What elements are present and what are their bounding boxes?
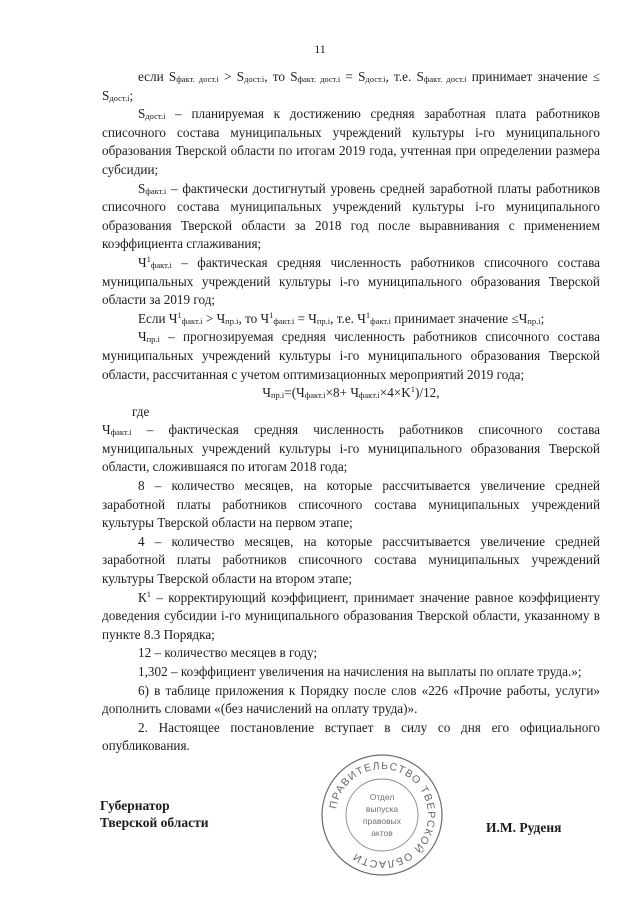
text-run: – фактическая средняя численность работников списочного состава муниципальных учреждений культуры i-го муниципального образования Тверской области, сложившаяся по итогам 2018 года; (102, 422, 600, 475)
text-run: Ч (138, 254, 147, 270)
paragraph (102, 254, 600, 310)
text-run: > (202, 310, 217, 326)
subscript: дост.i (244, 74, 265, 84)
text-run: Ч (216, 310, 226, 326)
paragraph (102, 310, 600, 329)
text-run: S (290, 69, 298, 84)
paragraph (102, 477, 600, 533)
text-run: , то (238, 310, 261, 326)
document-body (102, 68, 600, 756)
text-run: если (138, 69, 169, 84)
subscript: факт.i (273, 315, 295, 326)
subscript: факт. дост.i (297, 74, 341, 84)
text-run: , т.е. (385, 69, 417, 84)
subscript: пр.i (316, 315, 331, 326)
text-run: принимает значение ≤ (466, 69, 600, 84)
text-run: – корректирующий коэффициент, принимает значение равное коэффициенту доведения субсидии i-го муниципального образования Тверской области, указанному в пункте 8.3 Порядка; (102, 589, 600, 642)
text-run: S (168, 69, 177, 84)
text-run: 8 – количество месяцев, на которые рассчитывается увеличение средней заработной платы работников списочного состава муниципальных учреждений культуры Тверской области на первом этапе; (102, 478, 600, 531)
stamp-center-line: выпуска (365, 804, 399, 814)
text-run: 6) в таблице приложения к Порядку после слов «226 «Прочие работы, услуги» дополнить словами «(без начислений на оплату труда)». (102, 682, 600, 717)
text-run: – фактически достигнутый уровень средней заработной платы работников списочного состава муниципальных учреждений культуры i-го муниципального образования Тверской области за 2018 год после выравнивания с применением коэффициента сглаживания; (102, 180, 600, 252)
paragraph (102, 403, 600, 422)
subscript: факт.i (110, 427, 132, 438)
text-run: Ч (518, 310, 528, 326)
signatory-name: И.М. Руденя (486, 820, 562, 835)
subscript: факт. дост.i (423, 74, 467, 84)
text-run: Ч (102, 422, 111, 438)
text-run: , то (264, 69, 291, 84)
text-run: где (132, 403, 150, 419)
text-run: 12 – количество месяцев в году; (138, 645, 318, 661)
text-run: S (236, 69, 245, 84)
paragraph (102, 421, 600, 477)
stamp-center-line: правовых (362, 816, 402, 826)
superscript: 1 (177, 309, 182, 320)
subscript: факт.i (370, 315, 391, 326)
formula (102, 384, 600, 403)
text-run: Ч (308, 310, 317, 326)
subscript: дост.i (365, 74, 386, 84)
paragraph (102, 105, 600, 179)
paragraph (102, 682, 600, 719)
text-run: > (218, 69, 237, 84)
superscript: 1 (365, 309, 371, 320)
subscript: факт.i (358, 390, 380, 401)
text-run: = (294, 310, 309, 326)
text-run: – прогнозируемая средняя численность работников списочного состава муниципальных учреждений культуры i-го муниципального образования Тверской области, рассчитанная с учетом оптимизационных мероприятий 2019 года; (102, 329, 600, 382)
text-run: = (340, 69, 359, 84)
svg-text:ПРАВИТЕЛЬСТВО ТВЕРСКОЙ ОБЛАСТИ (327, 760, 437, 870)
subscript: факт.i (304, 390, 326, 401)
signatory-title (100, 797, 209, 831)
text-run: ×4×K (379, 385, 411, 401)
text-run: – фактическая средняя численность работников списочного состава муниципальных учреждений культуры i-го муниципального образования Тверской области за 2019 год; (102, 254, 600, 308)
text-run: – планируемая к достижению средняя заработная плата работников списочного состава муниципальных учреждений культуры i-го муниципального образования Тверской области по итогам 2019 года, учтенная при определении размера субсидии; (102, 106, 600, 177)
paragraph (102, 180, 600, 254)
text-run: =(Ч (284, 385, 305, 401)
subscript: дост.i (145, 111, 166, 122)
text-run: S (138, 106, 146, 122)
signatory-title-line1: Губернатор (100, 798, 170, 813)
text-run: Если (138, 310, 169, 326)
text-run: принимает значение ≤ (390, 310, 519, 326)
stamp-center-line: актов (371, 828, 393, 838)
text-run: Ч (357, 310, 366, 326)
text-run: ×8+ Ч (325, 385, 359, 401)
stamp-ring-text: ПРАВИТЕЛЬСТВО ТВЕРСКОЙ ОБЛАСТИ (327, 759, 438, 870)
subscript: факт.i (150, 259, 172, 270)
text-run: Ч (260, 310, 270, 326)
paragraph (102, 589, 600, 645)
subscript: факт.i (181, 315, 203, 326)
paragraph (102, 644, 600, 663)
paragraph (102, 533, 600, 589)
text-run: ; (540, 310, 545, 326)
text-run: 2. Настоящее постановление вступает в силу со дня его официального опубликования. (102, 719, 600, 754)
text-run: Ч (168, 310, 178, 326)
subscript: пр.i (146, 334, 160, 345)
text-run: ; (129, 87, 134, 103)
official-stamp (317, 750, 447, 880)
signatory-title-line2: Тверской области (100, 815, 209, 830)
paragraph (102, 68, 600, 105)
page-number: 11 (314, 42, 326, 56)
text-run: К (138, 589, 147, 605)
subscript: пр.i (225, 315, 239, 326)
paragraph (102, 328, 600, 384)
superscript: 1 (146, 588, 152, 599)
text-run: 4 – количество месяцев, на которые рассчитывается увеличение средней заработной платы работников списочного состава муниципальных учреждений культуры Тверской области на втором этапе; (102, 533, 600, 587)
text-run: S (138, 180, 146, 196)
paragraph (102, 663, 600, 682)
subscript: пр.i (270, 390, 285, 401)
subscript: дост.i (109, 92, 130, 103)
text-run: Ч (262, 385, 271, 401)
text-run: )/12, (415, 385, 440, 401)
text-run: S (358, 69, 366, 84)
stamp-center-line: Отдел (369, 792, 395, 802)
superscript: 1 (269, 309, 274, 320)
subscript: пр.i (527, 315, 541, 326)
text-run: , т.е. (330, 310, 358, 326)
text-run: Ч (138, 329, 147, 345)
text-run: S (102, 87, 110, 103)
subscript: факт. дост.i (176, 74, 219, 84)
text-run: 1,302 – коэффициент увеличения на начисления на выплаты по оплате труда.»; (138, 664, 582, 679)
superscript: 1 (410, 384, 416, 395)
text-run: S (416, 69, 424, 84)
subscript: факт.i (145, 185, 167, 196)
superscript: 1 (146, 253, 151, 264)
